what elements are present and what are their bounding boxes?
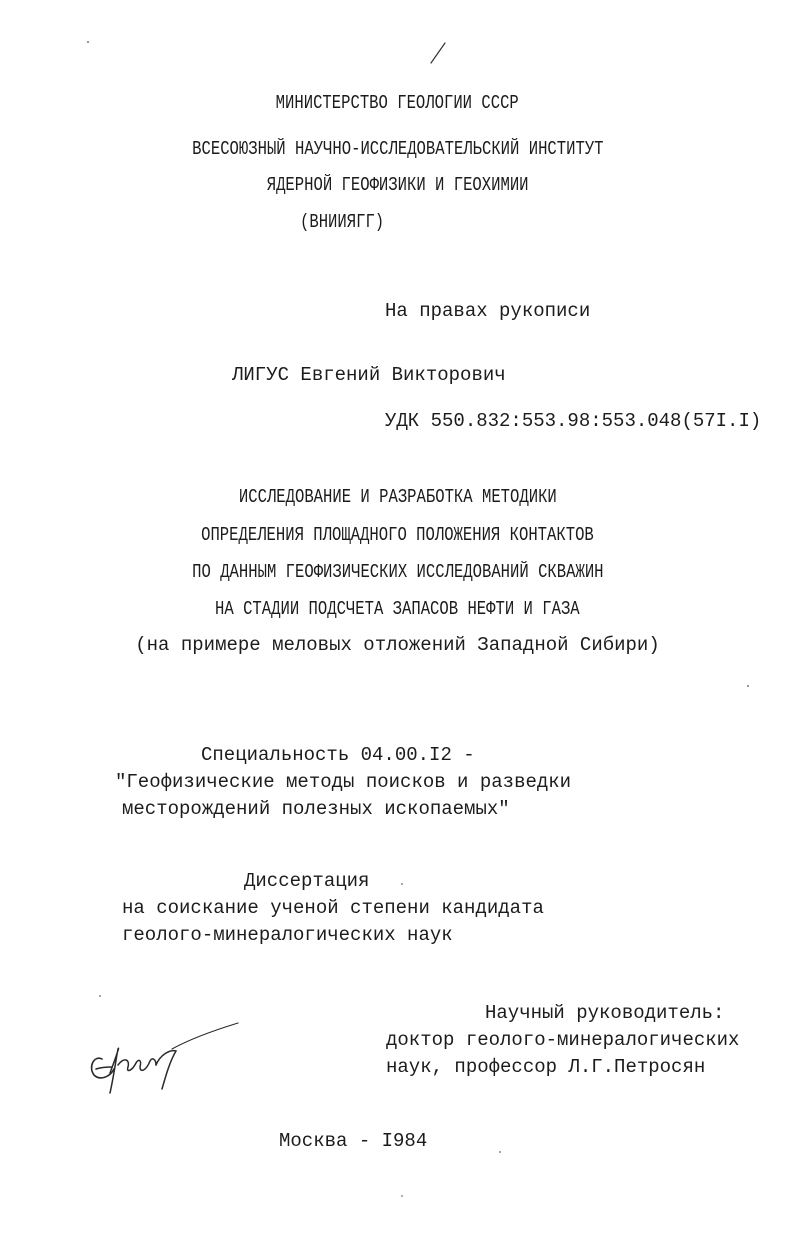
city-year: Москва - I984 [279, 1130, 428, 1152]
supervisor-name: наук, профессор Л.Г.Петросян [386, 1056, 706, 1078]
supervisor-title: доктор геолого-минералогических [386, 1029, 740, 1051]
institute-name-line-1: ВСЕСОЮЗНЫЙ НАУЧНО-ИССЛЕДОВАТЕЛЬСКИЙ ИНСТИТУТ [191, 138, 604, 160]
title-line-3: ПО ДАННЫМ ГЕОФИЗИЧЕСКИХ ИССЛЕДОВАНИЙ СКВАЖИН [191, 561, 604, 583]
title-line-1: ИССЛЕДОВАНИЕ И РАЗРАБОТКА МЕТОДИКИ [238, 486, 557, 508]
author-name: ЛИГУС Евгений Викторович [232, 364, 506, 386]
title-line-2: ОПРЕДЕЛЕНИЯ ПЛОЩАДНОГО ПОЛОЖЕНИЯ КОНТАКТОВ [201, 524, 594, 546]
degree-line-1: на соискание ученой степени кандидата [122, 897, 544, 919]
specialty-name-line-2: месторождений полезных ископаемых" [122, 798, 510, 820]
ministry-heading: МИНИСТЕРСТВО ГЕОЛОГИИ СССР [275, 92, 520, 114]
title-subtitle: (на примере меловых отложений Западной Сибири) [135, 634, 660, 656]
dissertation-label: Диссертация [244, 870, 370, 892]
udc-code: УДК 550.832:553.98:553.048(57I.I) [385, 410, 762, 432]
specialty-code: Специальность 04.00.I2 - [201, 744, 475, 766]
institute-name-line-2: ЯДЕРНОЙ ГЕОФИЗИКИ И ГЕОХИМИИ [266, 174, 529, 196]
institute-abbreviation: (ВНИИЯГГ) [300, 211, 385, 233]
title-line-4: НА СТАДИИ ПОДСЧЕТА ЗАПАСОВ НЕФТИ И ГАЗА [215, 598, 580, 620]
degree-line-2: геолого-минералогических наук [122, 924, 453, 946]
manuscript-note: На правах рукописи [385, 300, 591, 322]
specialty-name-line-1: "Геофизические методы поисков и разведки [115, 771, 572, 793]
supervisor-label: Научный руководитель: [485, 1002, 725, 1024]
